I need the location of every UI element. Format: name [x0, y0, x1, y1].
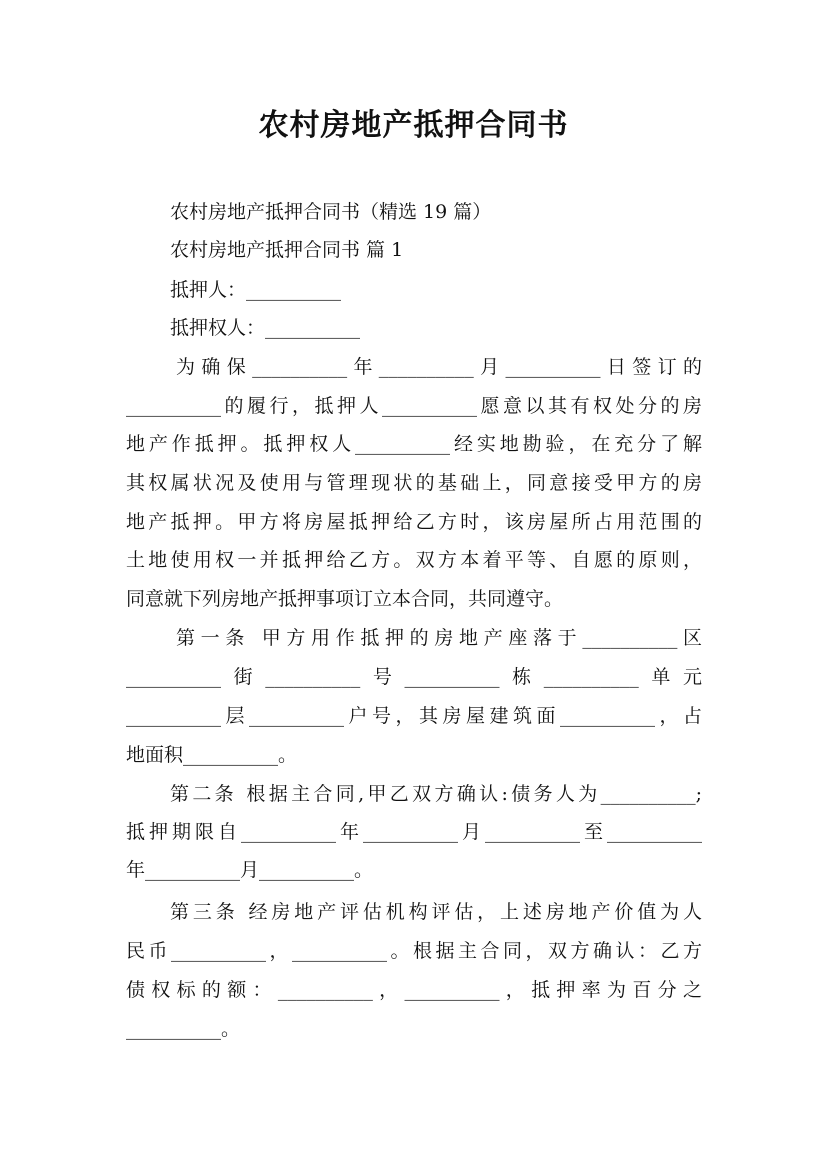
mortgagee-line: 抵押权人：__________	[170, 317, 361, 339]
article1-line: __________层__________户号，其房屋建筑面__________，占	[126, 705, 702, 727]
article3-line: __________。	[126, 1018, 241, 1040]
article1-line: __________街__________号__________栋__________单元	[126, 666, 702, 688]
mortgagor-line: 抵押人：__________	[170, 279, 342, 301]
article2-line: 抵押期限自__________年__________月__________至__________	[126, 821, 702, 843]
article3-line: 第三条 经房地产评估机构评估，上述房地产价值为人	[170, 901, 702, 923]
para1-line: 为确保__________年__________月__________日签订的	[176, 356, 702, 378]
para1-line: 其权属状况及使用与管理现状的基础上，同意接受甲方的房	[126, 472, 702, 494]
para1-line: __________的履行，抵押人__________愿意以其有权处分的房	[126, 395, 702, 417]
article3-line: 债权标的额：__________，__________，抵押率为百分之	[126, 979, 702, 1001]
document-title: 农村房地产抵押合同书	[258, 108, 569, 143]
article2-line: 年__________月__________。	[126, 859, 374, 881]
article1-line: 地面积__________。	[126, 744, 298, 766]
para1-line: 同意就下列房地产抵押事项订立本合同，共同遵守。	[126, 588, 564, 610]
para1-line: 土地使用权一并抵押给乙方。双方本着平等、自愿的原则，	[126, 549, 702, 571]
para1-line: 地产抵押。甲方将房屋抵押给乙方时，该房屋所占用范围的	[126, 511, 702, 533]
section-heading: 农村房地产抵押合同书 篇 1	[170, 239, 404, 261]
para1-line: 地产作抵押。抵押权人__________经实地勘验，在充分了解	[126, 433, 702, 455]
document-subtitle: 农村房地产抵押合同书（精选 19 篇）	[170, 201, 492, 223]
article3-line: 民币__________，__________。根据主合同，双方确认：乙方	[126, 940, 702, 962]
article2-line: 第二条 根据主合同,甲乙双方确认:债务人为__________;	[170, 783, 702, 805]
article1-line: 第一条 甲方用作抵押的房地产座落于__________区	[176, 627, 702, 649]
